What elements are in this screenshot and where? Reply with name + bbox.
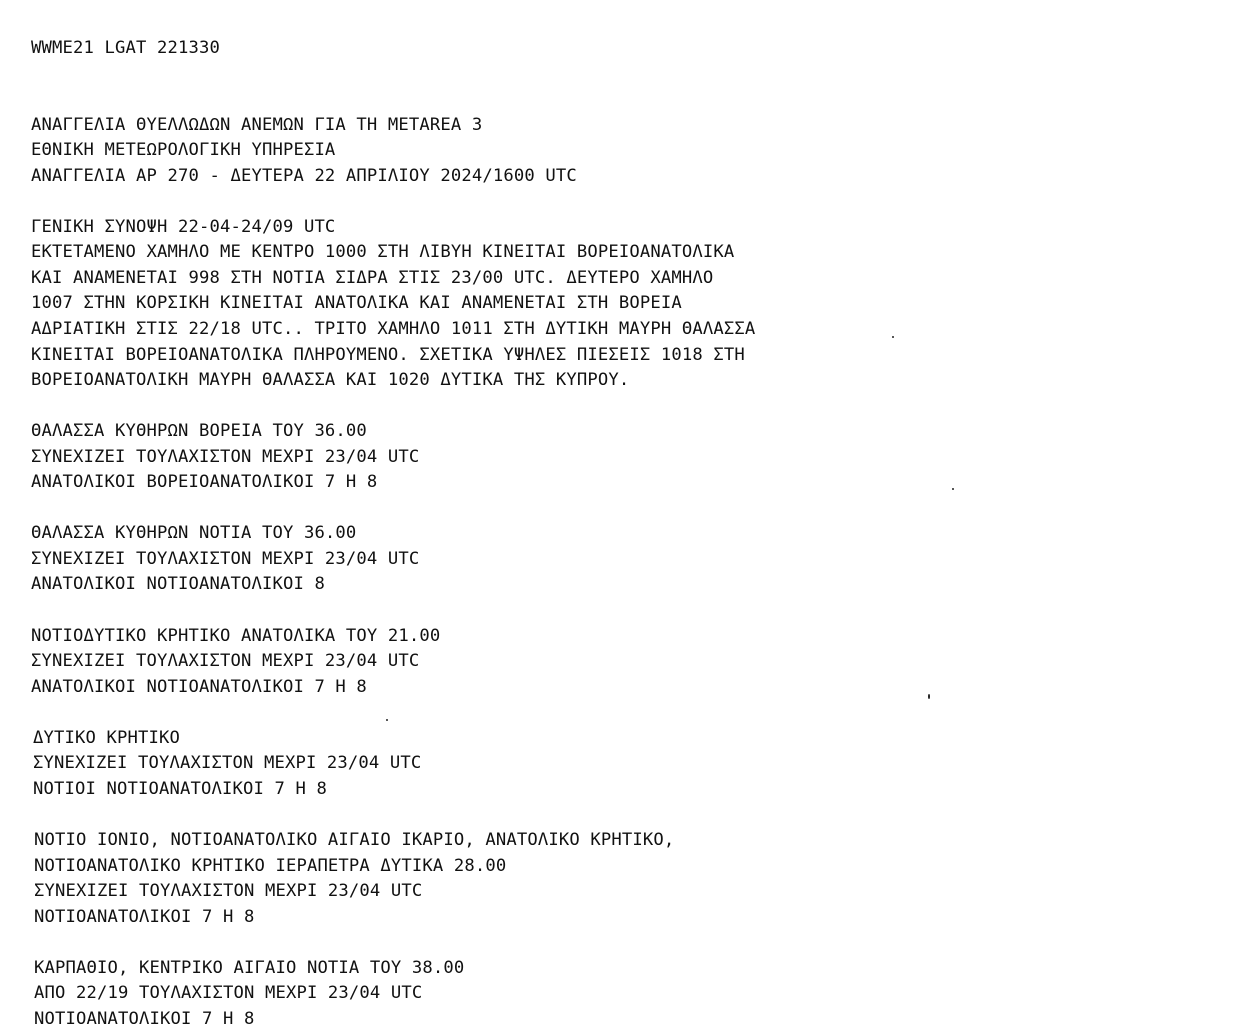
spacer [31,598,1211,624]
synopsis-line: 1007 ΣΤΗΝ ΚΟΡΣΙΚΗ ΚΙΝΕΙΤΑΙ ΑΝΑΤΟΛΙΚΑ ΚΑΙ ΑΝΑΜΕΝΕΤΑΙ ΣΤΗ ΒΟΡΕΙΑ [31,293,682,314]
scan-speck [952,488,954,490]
warning-wind: ΝΟΤΙΟΑΝΑΤΟΛΙΚΟΙ 7 Η 8 [34,1008,255,1029]
spacer [31,87,1211,113]
warning-validity: ΣΥΝΕΧΙΖΕΙ ΤΟΥΛΑΧΙΣΤΟΝ ΜΕΧΡΙ 23/04 UTC [31,548,420,569]
warning-block [31,419,1211,496]
scan-speck [928,694,930,699]
synopsis-line: ΕΚΤΕΤΑΜΕΝΟ ΧΑΜΗΛΟ ΜΕ ΚΕΝΤΡΟ 1000 ΣΤΗ ΛΙΒΥΗ ΚΙΝΕΙΤΑΙ ΒΟΡΕΙΟΑΝΑΤΟΛΙΚΑ [31,242,735,263]
warning-wind: ΑΝΑΤΟΛΙΚΟΙ ΝΟΤΙΟΑΝΑΤΟΛΙΚΟΙ 7 Η 8 [31,676,367,697]
warning-block [31,956,1211,1032]
warning-area: ΘΑΛΑΣΣΑ ΚΥΘΗΡΩΝ ΝΟΤΙΑ ΤΟΥ 36.00 [31,523,357,544]
warning-block [31,828,1211,930]
warning-bulletin [31,36,1211,1032]
warning-wind: ΝΟΤΙΟΑΝΑΤΟΛΙΚΟΙ 7 Η 8 [34,906,255,927]
synopsis-line: ΑΔΡΙΑΤΙΚΗ ΣΤΙΣ 22/18 UTC.. ΤΡΙΤΟ ΧΑΜΗΛΟ 1011 ΣΤΗ ΔΥΤΙΚΗ ΜΑΥΡΗ ΘΑΛΑΣΣΑ [31,319,756,340]
warning-area: ΝΟΤΙΟΔΥΤΙΚΟ ΚΡΗΤΙΚΟ ΑΝΑΤΟΛΙΚΑ ΤΟΥ 21.00 [31,625,441,646]
warning-area-continued: ΝΟΤΙΟΑΝΑΤΟΛΙΚΟ ΚΡΗΤΙΚΟ ΙΕΡΑΠΕΤΡΑ ΔΥΤΙΚΑ 28.00 [34,855,507,876]
warning-area: ΘΑΛΑΣΣΑ ΚΥΘΗΡΩΝ ΒΟΡΕΙΑ ΤΟΥ 36.00 [31,421,367,442]
warning-wind: ΑΝΑΤΟΛΙΚΟΙ ΒΟΡΕΙΟΑΝΑΤΟΛΙΚΟΙ 7 Η 8 [31,472,378,493]
synopsis-line: ΒΟΡΕΙΟΑΝΑΤΟΛΙΚΗ ΜΑΥΡΗ ΘΑΛΑΣΣΑ ΚΑΙ 1020 ΔΥΤΙΚΑ ΤΗΣ ΚΥΠΡΟΥ. [31,370,630,391]
warning-validity: ΣΥΝΕΧΙΖΕΙ ΤΟΥΛΑΧΙΣΤΟΝ ΜΕΧΡΙ 23/04 UTC [33,753,422,774]
warning-wind: ΑΝΑΤΟΛΙΚΟΙ ΝΟΤΙΟΑΝΑΤΟΛΙΚΟΙ 8 [31,574,325,595]
warning-validity: ΣΥΝΕΧΙΖΕΙ ΤΟΥΛΑΧΙΣΤΟΝ ΜΕΧΡΙ 23/04 UTC [31,651,420,672]
spacer [31,496,1211,522]
warning-validity: ΣΥΝΕΧΙΖΕΙ ΤΟΥΛΑΧΙΣΤΟΝ ΜΕΧΡΙ 23/04 UTC [31,446,420,467]
spacer [31,62,1211,88]
warning-area: ΔΥΤΙΚΟ ΚΡΗΤΙΚΟ [33,727,180,748]
spacer [31,700,1211,726]
warning-block [31,521,1211,598]
warning-area: ΝΟΤΙΟ ΙΟΝΙΟ, ΝΟΤΙΟΑΝΑΤΟΛΙΚΟ ΑΙΓΑΙΟ ΙΚΑΡΙΟ, ΑΝΑΤΟΛΙΚΟ ΚΡΗΤΙΚΟ, [34,829,675,850]
spacer [31,930,1211,956]
synopsis-line: ΚΙΝΕΙΤΑΙ ΒΟΡΕΙΟΑΝΑΤΟΛΙΚΑ ΠΛΗΡΟΥΜΕΝΟ. ΣΧΕΤΙΚΑ ΥΨΗΛΕΣ ΠΙΕΣΕΙΣ 1018 ΣΤΗ [31,344,745,365]
warning-validity: ΑΠΟ 22/19 ΤΟΥΛΑΧΙΣΤΟΝ ΜΕΧΡΙ 23/04 UTC [34,983,423,1004]
scan-speck [386,719,388,721]
scan-speck [892,336,894,338]
spacer [31,394,1211,420]
synopsis-line: ΚΑΙ ΑΝΑΜΕΝΕΤΑΙ 998 ΣΤΗ ΝΟΤΙΑ ΣΙΔΡΑ ΣΤΙΣ 23/00 UTC. ΔΕΥΤΕΡΟ ΧΑΜΗΛΟ [31,267,714,288]
warning-block [31,624,1211,701]
warning-validity: ΣΥΝΕΧΙΖΕΙ ΤΟΥΛΑΧΙΣΤΟΝ ΜΕΧΡΙ 23/04 UTC [34,881,423,902]
synopsis-heading: ΓΕΝΙΚΗ ΣΥΝΟΨΗ 22-04-24/09 UTC [31,216,336,237]
issuing-service: ΕΘΝΙΚΗ ΜΕΤΕΩΡΟΛΟΓΙΚΗ ΥΠΗΡΕΣΙΑ [31,140,336,161]
warning-block [31,726,1211,803]
spacer [31,802,1211,828]
bulletin-title: ΑΝΑΓΓΕΛΙΑ ΘΥΕΛΛΩΔΩΝ ΑΝΕΜΩΝ ΓΙΑ ΤΗ METAREA 3 [31,114,483,135]
spacer [31,189,1211,215]
bulletin-number-date: ΑΝΑΓΓΕΛΙΑ ΑΡ 270 - ΔΕΥΤΕΡΑ 22 ΑΠΡΙΛΙΟΥ 2024/1600 UTC [31,165,577,186]
bulletin-id: WWME21 LGAT 221330 [31,38,220,58]
warning-wind: ΝΟΤΙΟΙ ΝΟΤΙΟΑΝΑΤΟΛΙΚΟΙ 7 Η 8 [33,778,327,799]
warning-area: ΚΑΡΠΑΘΙΟ, ΚΕΝΤΡΙΚΟ ΑΙΓΑΙΟ ΝΟΤΙΑ ΤΟΥ 38.00 [34,957,465,978]
